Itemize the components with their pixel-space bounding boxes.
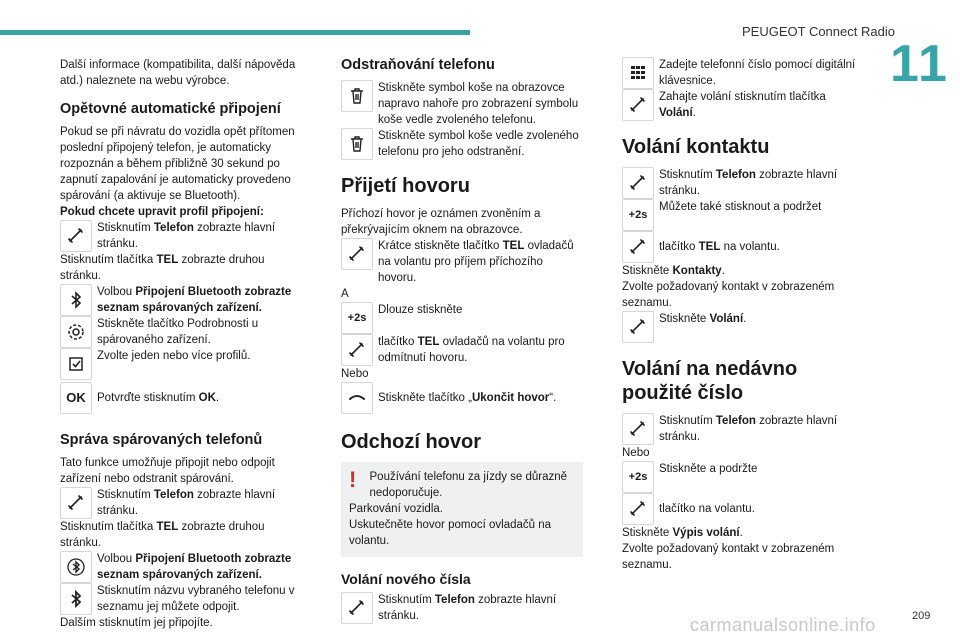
step-text: Stiskněte Kontakty. bbox=[622, 265, 725, 277]
heading-auto-reconnect: Opětovné automatické připojení bbox=[60, 101, 281, 117]
hold-2s-icon: +2s bbox=[622, 199, 654, 231]
step-text: Stiskněte Výpis volání. bbox=[622, 527, 743, 539]
warning-icon: ! bbox=[349, 467, 357, 492]
heading-recent-number: Volání na nedávno použité číslo bbox=[622, 358, 798, 404]
warning-text: Používání telefonu za jízdy se důrazně nedoporučuje. bbox=[369, 471, 568, 499]
ok-icon: OK bbox=[60, 382, 92, 414]
step-text: Stisknutím tlačítka TEL zobrazte druhou stránku. bbox=[60, 521, 265, 549]
warning-text: Uskutečněte hovor pomocí ovladačů na volantu. bbox=[349, 519, 552, 547]
step-text: Stisknutím Telefon zobrazte hlavní stránku. bbox=[97, 222, 276, 250]
heading-call-contact: Volání kontaktu bbox=[622, 136, 770, 158]
step-text: Stiskněte tlačítko Podrobnosti u spárovaného zařízení. bbox=[97, 318, 259, 346]
watermark: carmanualsonline.info bbox=[690, 615, 876, 635]
column-2 bbox=[341, 57, 583, 624]
receive-text: Příchozí hovor je oznámen zvoněním a překrývajícím oknem na obrazovce. bbox=[341, 208, 541, 236]
step-text: Stisknutím názvu vybraného telefonu v seznamu jej můžete odpojit. bbox=[97, 585, 295, 613]
step-text: Dalším stisknutím jej připojíte. bbox=[60, 617, 213, 629]
step-row bbox=[60, 382, 302, 414]
bluetooth-icon bbox=[60, 583, 92, 615]
step-text: Stiskněte symbol koše na obrazovce napravo nahoře pro zobrazení symbolu koše vedle zvoleného telefonu. bbox=[378, 82, 579, 126]
phone-handset-icon bbox=[622, 231, 654, 263]
step-row bbox=[60, 583, 302, 615]
step-text: Stiskněte Volání. bbox=[659, 313, 747, 325]
step-row bbox=[60, 284, 302, 316]
step-row bbox=[622, 493, 864, 525]
step-text: Volbou Připojení Bluetooth zobrazte seznam spárovaných zařízení. bbox=[97, 286, 292, 314]
step-text: Stisknutím tlačítka TEL zobrazte druhou stránku. bbox=[60, 254, 265, 282]
bluetooth-icon bbox=[60, 284, 92, 316]
step-row bbox=[622, 199, 864, 231]
connector-text: Nebo bbox=[622, 447, 650, 459]
hold-2s-icon: +2s bbox=[622, 461, 654, 493]
step-row bbox=[341, 238, 583, 286]
step-row bbox=[341, 80, 583, 128]
step-text: Stiskněte a podržte bbox=[659, 463, 758, 475]
heading-remove-phone: Odstraňování telefonu bbox=[341, 57, 495, 73]
step-text: Volbou Připojení Bluetooth zobrazte seznam spárovaných zařízení. bbox=[97, 553, 292, 581]
phone-handset-icon bbox=[341, 238, 373, 270]
keypad-icon bbox=[622, 57, 654, 89]
phone-handset-icon bbox=[60, 220, 92, 252]
phone-handset-icon bbox=[622, 89, 654, 121]
step-row bbox=[622, 167, 864, 199]
step-text: Stiskněte tlačítko „Ukončit hovor“. bbox=[378, 392, 557, 404]
step-text: tlačítko na volantu. bbox=[659, 503, 755, 515]
step-row bbox=[60, 551, 302, 583]
heading-new-number: Volání nového čísla bbox=[341, 571, 471, 587]
step-text: Stisknutím Telefon zobrazte hlavní stránku. bbox=[378, 594, 557, 622]
step-row bbox=[622, 311, 864, 343]
heading-outgoing-call: Odchozí hovor bbox=[341, 431, 481, 453]
trash-icon bbox=[341, 128, 373, 160]
phone-handset-icon bbox=[60, 487, 92, 519]
heading-receive-call: Přijetí hovoru bbox=[341, 175, 470, 197]
step-row bbox=[60, 348, 302, 380]
step-text: Dlouze stiskněte bbox=[378, 304, 463, 316]
page-number: 209 bbox=[912, 610, 931, 622]
bluetooth-circle-icon bbox=[60, 551, 92, 583]
step-text: Stiskněte symbol koše vedle zvoleného telefonu pro jeho odstranění. bbox=[378, 130, 579, 158]
connector-text: A bbox=[341, 288, 349, 300]
header-accent-bar bbox=[0, 30, 470, 35]
column-1 bbox=[60, 57, 302, 631]
checkbox-icon bbox=[60, 348, 92, 380]
step-text: Potvrďte stisknutím OK. bbox=[97, 392, 220, 404]
hold-2s-icon: +2s bbox=[341, 302, 373, 334]
phone-handset-icon bbox=[622, 493, 654, 525]
step-row bbox=[60, 220, 302, 252]
chapter-number: 11 bbox=[890, 35, 949, 93]
heading-manage-phones: Správa spárovaných telefonů bbox=[60, 432, 263, 448]
step-row bbox=[341, 382, 583, 414]
step-text: Zahajte volání stisknutím tlačítka Volání. bbox=[659, 91, 826, 119]
intro-text: Další informace (kompatibilita, další nápověda atd.) naleznete na webu výrobce. bbox=[60, 59, 296, 87]
phone-handset-icon bbox=[622, 167, 654, 199]
step-text: Stisknutím Telefon zobrazte hlavní stránku. bbox=[97, 489, 276, 517]
phone-handset-icon bbox=[622, 413, 654, 445]
step-text: Stisknutím Telefon zobrazte hlavní stránku. bbox=[659, 169, 838, 197]
trash-icon bbox=[341, 80, 373, 112]
step-row bbox=[341, 302, 583, 334]
step-row bbox=[622, 89, 864, 121]
warning-box bbox=[341, 462, 583, 557]
step-row bbox=[622, 461, 864, 493]
step-row bbox=[341, 334, 583, 366]
gear-icon bbox=[60, 316, 92, 348]
hang-up-icon bbox=[341, 382, 373, 414]
phone-handset-icon bbox=[341, 334, 373, 366]
step-text: Stisknutím Telefon zobrazte hlavní stránku. bbox=[659, 415, 838, 443]
step-row bbox=[60, 487, 302, 519]
step-row bbox=[622, 413, 864, 445]
connector-text: Nebo bbox=[341, 368, 369, 380]
profile-heading: Pokud chcete upravit profil připojení: bbox=[60, 206, 264, 218]
step-text: Zvolte jeden nebo více profilů. bbox=[97, 350, 251, 362]
step-text: Zvolte požadovaný kontakt v zobrazeném seznamu. bbox=[622, 543, 835, 571]
step-row bbox=[60, 316, 302, 348]
reconnect-text: Pokud se při návratu do vozidla opět přítomen poslední připojený telefon, je automaticky rozpoznán a během přibližně 30 sekund po zapnutí zapalování je automaticky provedeno spárování (a aktivuje se Bluetooth). bbox=[60, 126, 295, 202]
step-text: tlačítko TEL ovladačů na volantu pro odmítnutí hovoru. bbox=[378, 336, 565, 364]
step-row bbox=[622, 231, 864, 263]
warning-text: Parkování vozidla. bbox=[349, 503, 443, 515]
manage-text: Tato funkce umožňuje připojit nebo odpojit zařízení nebo odstranit spárování. bbox=[60, 457, 275, 485]
header-title: PEUGEOT Connect Radio bbox=[742, 24, 895, 39]
step-text: Zvolte požadovaný kontakt v zobrazeném seznamu. bbox=[622, 281, 835, 309]
step-text: tlačítko TEL na volantu. bbox=[659, 241, 780, 253]
step-row bbox=[341, 592, 583, 624]
step-text: Můžete také stisknout a podržet bbox=[659, 201, 822, 213]
phone-handset-icon bbox=[341, 592, 373, 624]
step-row bbox=[341, 128, 583, 160]
column-3 bbox=[622, 57, 864, 573]
step-row bbox=[622, 57, 864, 89]
phone-handset-icon bbox=[622, 311, 654, 343]
step-text: Zadejte telefonní číslo pomocí digitální klávesnice. bbox=[659, 59, 856, 87]
step-text: Krátce stiskněte tlačítko TEL ovladačů na volantu pro příjem příchozího hovoru. bbox=[378, 240, 574, 284]
